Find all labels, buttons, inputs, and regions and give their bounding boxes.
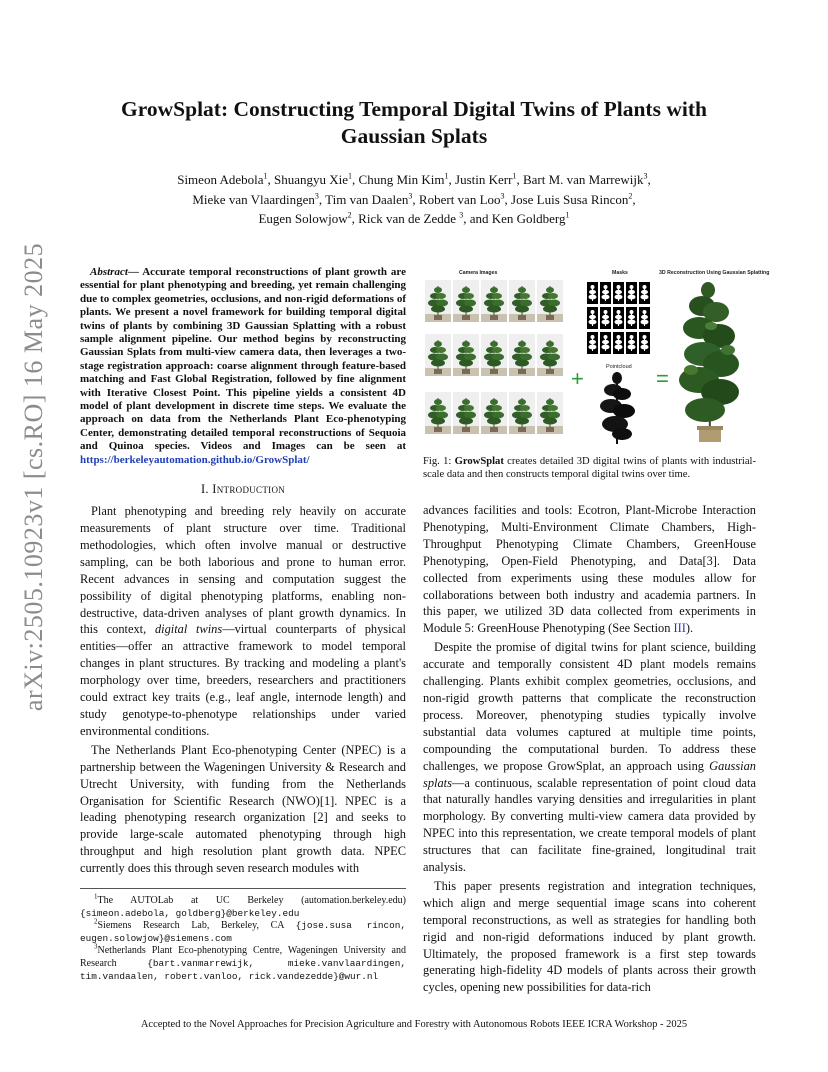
author-affiliation-marker: 3 — [408, 191, 413, 201]
arxiv-identifier — [14, 242, 54, 712]
paragraph-text: advances facilities and tools: Ecotron, Plant-Microbe Interaction Phenotyping, Multi-Environment Climate Chambers, High-Throughput Phenotyping Climate Chambers, GreenHouse Phenotyping, Open-Field Phenotyping, and Data[3]. Data collected from experiments using these modules allow for collaborations between both industry and academia partners. In this paper, we utilized 3D data collected from experiments in Module 5: GreenHouse Phenotyping (See Section — [423, 503, 756, 636]
right-paragraph-2 — [423, 639, 756, 876]
abstract — [80, 266, 406, 467]
author-name: Tim van Daalen — [325, 191, 409, 207]
footnote-emails: {jose.susa rincon, eugen.solowjow}@siemens.com — [80, 920, 406, 944]
author-line: Eugen Solowjow$^2$, Rick van de Zedde $^3$, and Ken Goldberg$^1$ — [258, 210, 570, 226]
author-name: Robert van Loo — [418, 191, 501, 207]
section-title: Introduction — [212, 482, 286, 497]
author-affiliation-marker: 3 — [459, 210, 464, 220]
right-column — [423, 502, 756, 998]
footnote-text: Netherlands Plant Eco-phenotyping Centre, Wageningen University and Research — [80, 945, 406, 969]
figure-1 — [423, 266, 770, 452]
footnote-text: Siemens Research Lab, Berkeley, CA — [97, 920, 296, 932]
title-line-1: GrowSplat: Constructing Temporal Digital Twins of Plants with — [121, 97, 707, 121]
paragraph-text: Despite the promise of digital twins for plant science, building accurate and temporally consistent 4D plant models remains challenging. Plants exhibit complex geometries, occlusions, and non-rigid growth patterns that complicate the reconstruction process. Moreover, phenotyping studies typically involve substantial data volumes captured at multiple time points, compounding the computational burden. To address these challenges, we propose GrowSplat, an approach using — [423, 640, 756, 773]
paper-title — [80, 96, 748, 150]
figure-label-camera-images: Camera Images — [459, 270, 498, 276]
abstract-label: Abstract — [90, 266, 128, 278]
intro-paragraph-2: The Netherlands Plant Eco-phenotyping Center (NPEC) is a partnership between the Wageningen University & Research and Utrecht University, with funding from the Netherlands Organisation for Scientific Research (NWO)[1]. NPEC is a leading phenotyping research organization [2] and seeks to provide large-scale automated phenotyping through high throughput and high resolution plant growth data. NPEC currently does this through seven research modules with — [80, 742, 406, 876]
footnote-2: $^2$Siemens Research Lab, Berkeley, CA {jose.susa rincon, eugen.solowjow}@siemens.com — [80, 917, 406, 944]
masks-grid — [587, 282, 650, 354]
camera-images-grid — [425, 280, 563, 434]
footnote-emails: {bart.vanmarrewijk, mieke.vanvlaardingen, tim.vandaalen, robert.vanloo, rick.vandezedde}@wur.nl — [80, 957, 406, 982]
author-name: Rick van de Zedde — [358, 211, 460, 226]
author-affiliation-marker: 1 — [263, 171, 268, 181]
equals-symbol: = — [656, 366, 669, 391]
author-affiliation-marker: 1 — [444, 171, 449, 181]
author-name: and Ken Goldberg — [469, 211, 566, 226]
section-heading-introduction — [80, 482, 406, 497]
figure-1-caption — [423, 455, 756, 481]
intro-paragraph-1 — [80, 503, 406, 740]
author-affiliation-marker: 2 — [347, 210, 352, 220]
author-name: Chung Min Kim — [358, 172, 445, 187]
footnote-emails: {simeon.adebola, goldberg}@berkeley.edu — [80, 907, 300, 919]
right-paragraph-1 — [423, 502, 756, 637]
author-affiliation-marker: 3 — [500, 191, 505, 201]
author-affiliation-marker: 3 — [643, 171, 648, 181]
plus-symbol: + — [571, 366, 584, 391]
emphasis-gaussian-splats: Gaussian splats — [423, 758, 756, 790]
author-line: Mieke van Vlaardingen$^3$, Tim van Daalen$^3$, Robert van Loo$^3$, Jose Luis Susa Rincon$^2$, — [192, 191, 636, 207]
emphasis-digital-twins: digital twins — [154, 622, 223, 637]
figure-label-masks: Masks — [612, 270, 628, 276]
author-affiliation-marker: 3 — [314, 191, 319, 201]
left-column — [80, 266, 406, 879]
section-number: I. — [200, 482, 213, 497]
author-name: Eugen Solowjow — [258, 211, 348, 226]
author-affiliation-marker: 1 — [565, 210, 570, 220]
figure-1-illustration — [423, 266, 756, 452]
section-reference-link[interactable]: III — [673, 621, 686, 636]
paragraph-text: —virtual counterparts of physical entities—offer an attractive framework to model temporal changes in plant structures. By tracking and modeling a plant's morphology over time, breeders, researchers and practitioners could extract key traits (e.g., leaf angle, internode length) and study genotype-to-phenotype relationships under varied environmental conditions. — [80, 622, 406, 738]
author-line: Simeon Adebola$^1$, Shuangyu Xie$^1$, Chung Min Kim$^1$, Justin Kerr$^1$, Bart M. van Marrewijk$^3$, — [177, 171, 651, 187]
title-line-2: Gaussian Splats — [340, 124, 488, 148]
figure-label-3d-reconstruction: 3D Reconstruction Using Gaussian Splatting — [659, 270, 770, 276]
caption-prefix: Fig. 1: — [423, 456, 455, 467]
author-name: Jose Luis Susa Rincon — [511, 191, 629, 207]
author-name: Mieke van Vlaardingen — [192, 191, 315, 207]
gaussian-splat-reconstruction — [679, 282, 739, 442]
caption-method-name: GrowSplat — [454, 456, 504, 467]
caption-text: creates detailed 3D digital twins of plants with industrial-scale data and then constructs temporal digital twins over time. — [423, 456, 756, 481]
author-affiliation-marker: 2 — [628, 191, 633, 201]
author-affiliation-marker: 1 — [348, 171, 353, 181]
author-affiliation-marker: 1 — [512, 171, 517, 181]
footnotes — [80, 888, 406, 983]
author-name: Simeon Adebola — [177, 172, 264, 187]
abstract-text: — Accurate temporal reconstructions of plant growth are essential for plant phenotyping and breeding, yet remain challenging due to complex geometries, occlusions, and non-rigid deformations of plants. We present a novel framework for building temporal digital twins of plants by combining 3D Gaussian Splatting with a robust sample alignment pipeline. Our method begins by reconstructing Gaussian Splats from multi-view camera data, then leverages a two-stage registration approach: coarse alignment through feature-based matching and Fast Global Registration, followed by fine alignment with Iterative Closest Point. This pipeline yields a consistent 4D model of plant development in discrete time steps. We evaluate the approach on data from the Netherlands Plant Eco-phenotyping Center, demonstrating detailed temporal reconstructions of Sequoia and Quinoa species. Videos and Images can be seen at — [80, 266, 406, 453]
pointcloud-plant — [600, 372, 635, 444]
footnote-text: The AUTOLab at UC Berkeley (automation.berkeley.edu) — [97, 895, 406, 906]
author-list — [80, 170, 748, 229]
author-name: Bart M. van Marrewijk — [522, 172, 644, 187]
arxiv-identifier-text: arXiv:2505.10923v1 [cs.RO] 16 May 2025 — [19, 242, 48, 712]
figure-label-pointcloud: Pointcloud — [606, 364, 632, 370]
paragraph-text: Plant phenotyping and breeding rely heavily on accurate measurements of plant structure over time. Traditional methodologies, which often involve manual or destructive sampling, can be both laborious and prone to human error. Recent advances in sensing and computation suggest the possibility of digital phenotyping platforms, enabling non-destructive, data-driven analyses of plant growth dynamics. In this context, — [80, 504, 406, 637]
footnote-3: $^3$Netherlands Plant Eco-phenotyping Centre, Wageningen University and Research {bart.vanmarrewijk, mieke.vanvlaardingen, tim.vandaalen, robert.vanloo, rick.vandezedde}@wur.nl — [80, 943, 406, 982]
footnote-1: $^1$The AUTOLab at UC Berkeley (automation.berkeley.edu) {simeon.adebola, goldberg}@berkeley.edu — [80, 892, 406, 919]
project-link[interactable]: https://berkeleyautomation.github.io/GrowSplat/ — [80, 453, 310, 466]
paragraph-text: —a continuous, scalable representation of point cloud data that naturally handles varying densities and irregularities in plant morphology. By converting multi-view camera data provided by NPEC into this representation, we create temporal models of plant structures that can facilitate fine-grained, longitudinal trait analysis. — [423, 775, 756, 875]
right-paragraph-3: This paper presents registration and integration techniques, which align and merge sequential image scans into coherent temporal reconstructions, as well as strategies for handling both rigid and non-rigid deformations induced by plant growth. Ultimately, the proposed framework is a first step towards generating high-fidelity 4D models of plants across their growth cycles, opening new possibilities for data-rich — [423, 878, 756, 995]
author-name: Justin Kerr — [455, 172, 513, 187]
author-name: Shuangyu Xie — [274, 172, 349, 187]
paragraph-text: ). — [685, 621, 694, 636]
page-footer: Accepted to the Novel Approaches for Precision Agriculture and Forestry with Autonomous Robots IEEE ICRA Workshop - 2025 — [140, 1019, 688, 1030]
